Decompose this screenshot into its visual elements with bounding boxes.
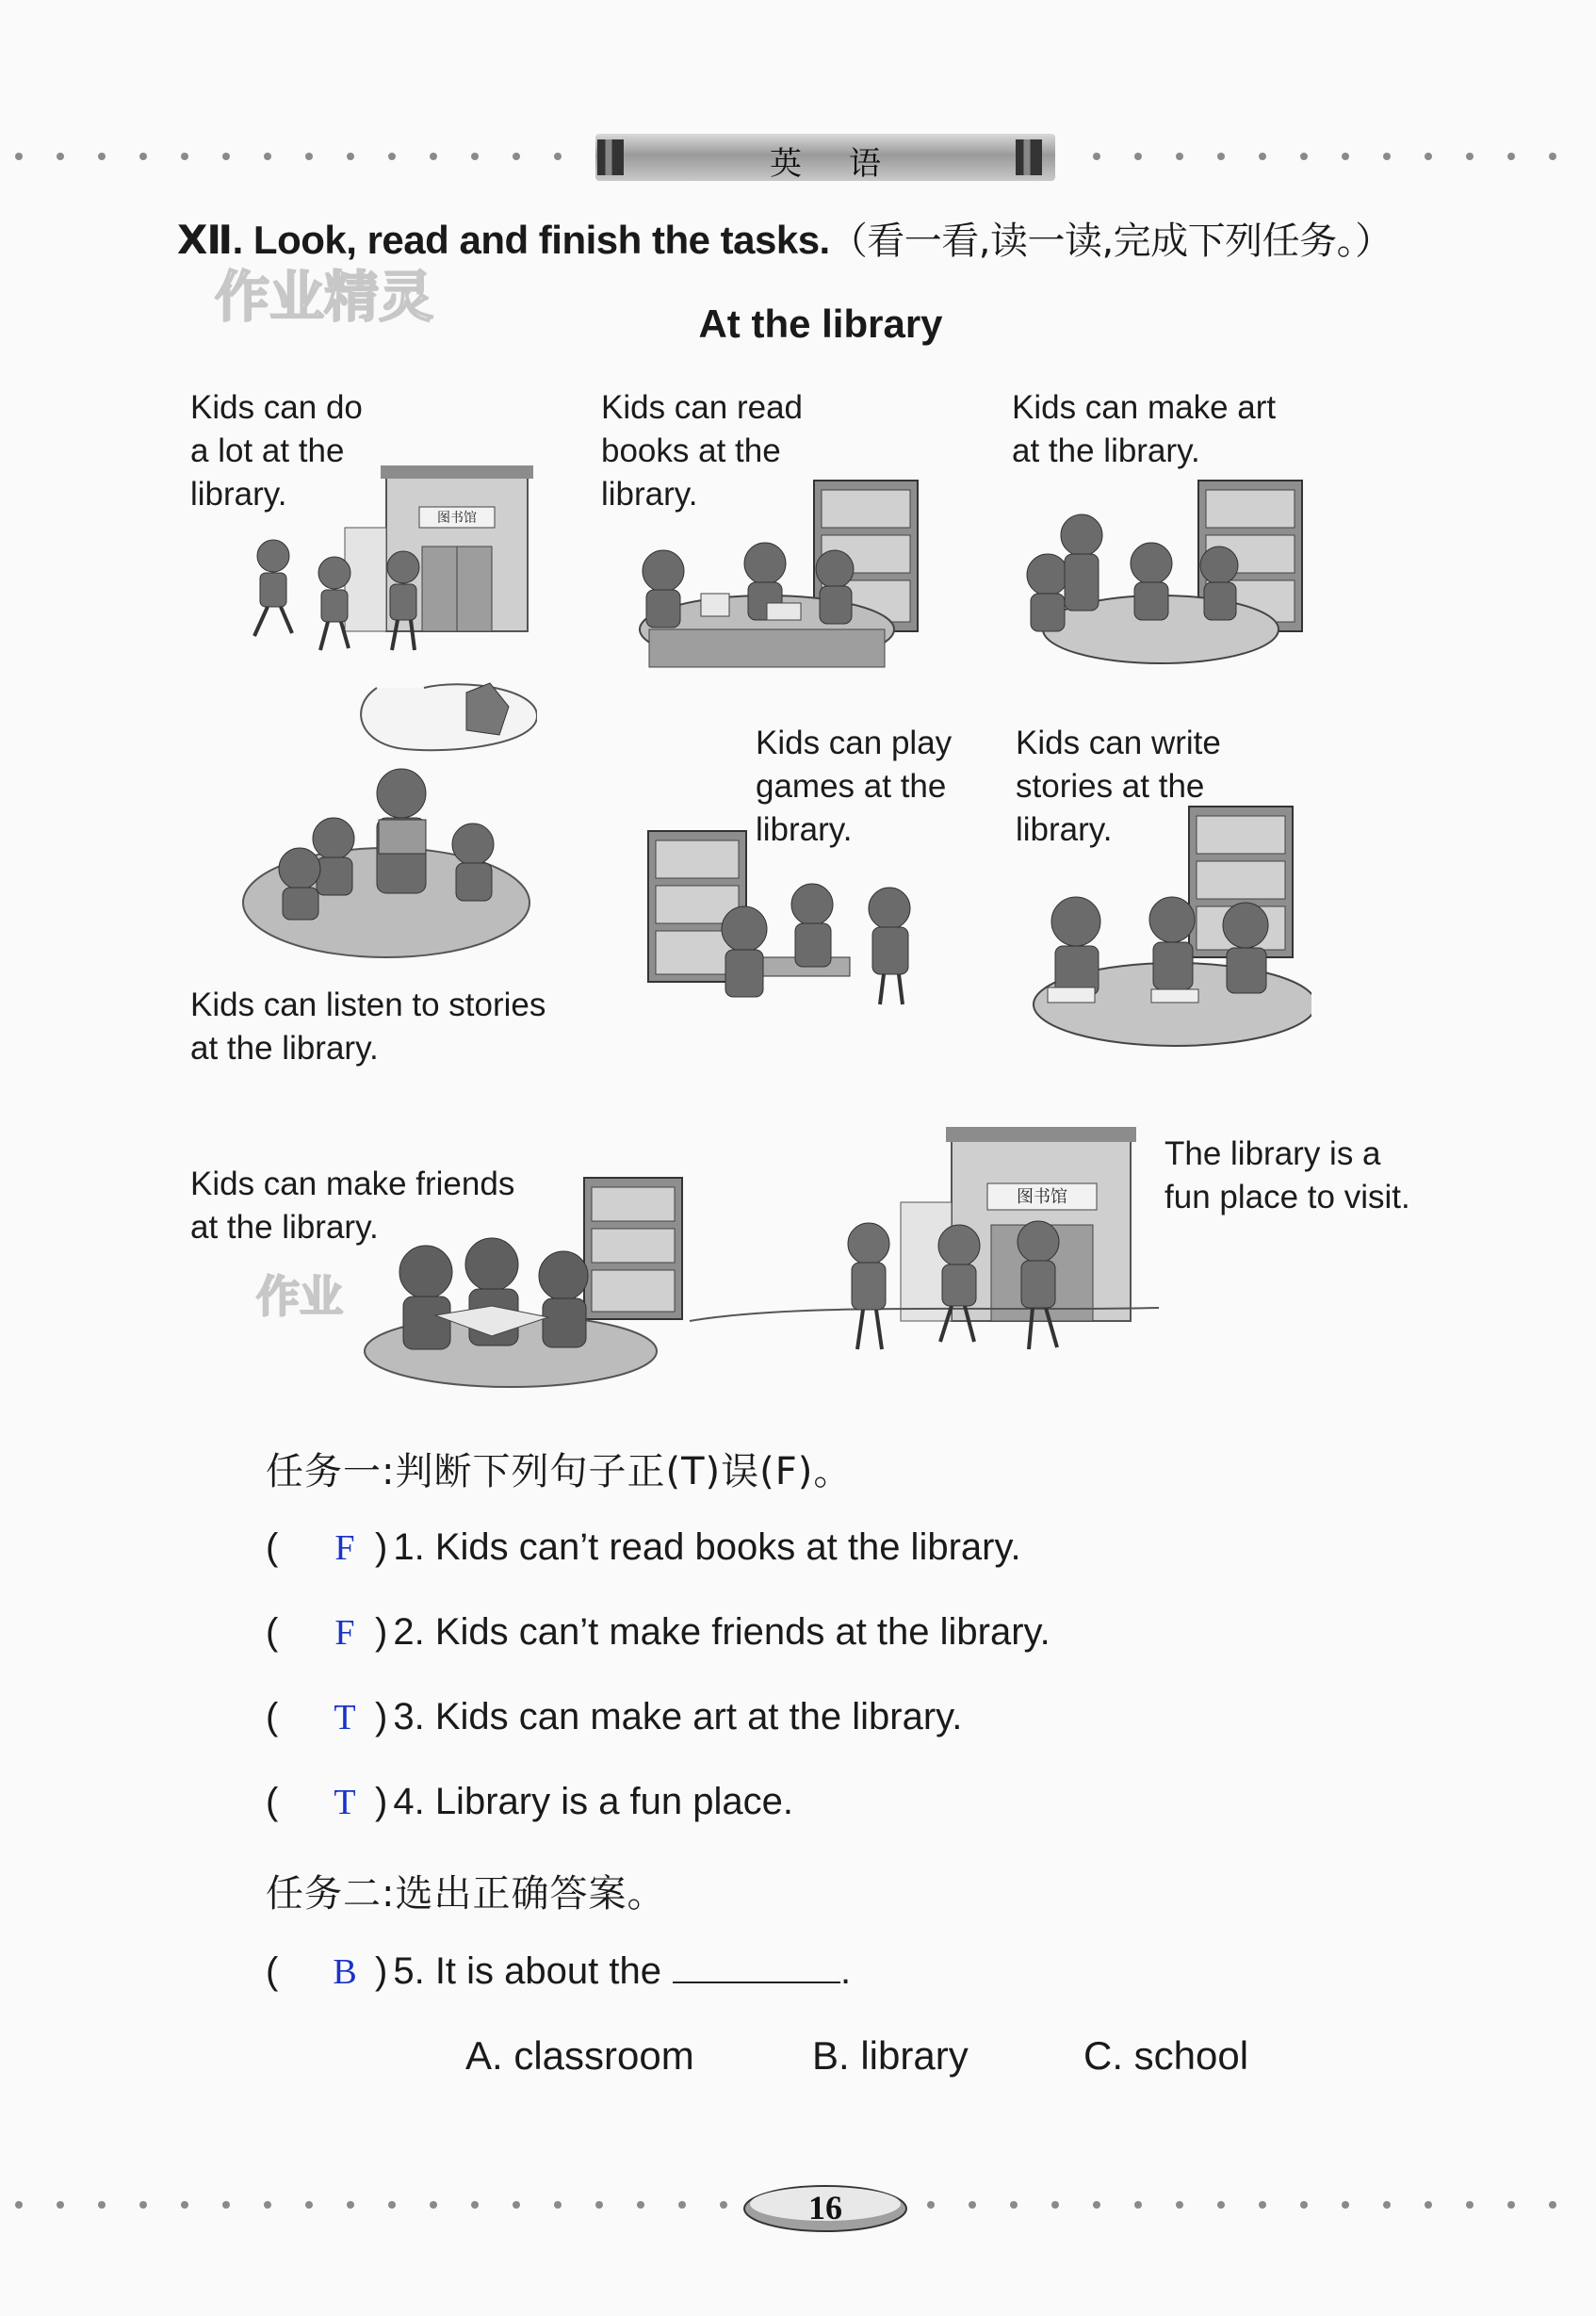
option-a: A. classroom (465, 2033, 694, 2078)
caption-listen-stories: Kids can listen to stories at the library. (190, 987, 546, 1067)
illustration-kids-reading (626, 471, 927, 678)
border-dot (1383, 2201, 1391, 2209)
question-1-number: 1. (393, 1526, 425, 1568)
caption-write-stories: Kids can write stories at the library. (1016, 725, 1221, 848)
question-5-number: 5. (393, 1950, 425, 1992)
illustration-kids-writing-stories (1010, 803, 1311, 1048)
border-dot (222, 153, 230, 160)
option-c: C. school (1083, 2033, 1249, 2078)
answer-4: T (334, 1783, 356, 1822)
caption-make-art: Kids can make art at the library. (1012, 389, 1277, 469)
border-dot (222, 2201, 230, 2209)
border-dot (471, 2201, 479, 2209)
question-4: ( T ) 4. Library is a fun place. (266, 1781, 794, 1822)
page-number-badge (742, 2180, 908, 2233)
question-5: ( B ) 5. It is about the . (266, 1950, 852, 1992)
question-2-number: 2. (393, 1611, 425, 1653)
border-dot (388, 153, 396, 160)
border-dot (678, 2201, 686, 2209)
border-dot (1259, 2201, 1266, 2209)
border-dot (637, 2201, 644, 2209)
border-dot (1093, 153, 1100, 160)
subject-title: 英语 (770, 145, 928, 183)
border-dot (554, 2201, 562, 2209)
border-dot (1300, 2201, 1308, 2209)
border-dot (139, 153, 147, 160)
passage-title: At the library (698, 302, 943, 346)
border-dot (513, 153, 520, 160)
subject-banner (595, 134, 1055, 181)
section-heading-en: Ⅻ. Look, read and finish the tasks. (177, 218, 830, 262)
caption-play-games: Kids can play games at the library. (756, 725, 953, 848)
watermark-middle: 作业 (256, 1271, 343, 1322)
option-b: B. library (812, 2033, 969, 2078)
border-dot (347, 2201, 354, 2209)
border-dot (513, 2201, 520, 2209)
border-dot (1010, 2201, 1018, 2209)
border-dot (181, 153, 188, 160)
illustration-kids-listening-stories (236, 678, 537, 961)
border-dot (1425, 2201, 1432, 2209)
border-dot (181, 2201, 188, 2209)
library-sign-text: 图书馆 (437, 511, 477, 526)
answer-1: F (334, 1528, 355, 1568)
section-heading-cn: （看一看,读一读,完成下列任务。） (829, 220, 1392, 263)
border-dot (1134, 2201, 1142, 2209)
question-3: ( T ) 3. Kids can make art at the library. (266, 1696, 963, 1737)
border-dot (15, 153, 23, 160)
border-dot (1051, 2201, 1059, 2209)
illustration-kids-making-friends (360, 1174, 690, 1391)
border-dot (1507, 153, 1515, 160)
border-dot (139, 2201, 147, 2209)
border-dot (969, 2201, 976, 2209)
page-number: 16 (808, 2189, 842, 2226)
caption-do-a-lot: Kids can do a lot at the library. (190, 389, 363, 513)
watermark-top: 作业精灵 (215, 265, 434, 329)
border-dot (1342, 153, 1349, 160)
illustration-library-fun-place (688, 1123, 1159, 1378)
border-dot (1217, 2201, 1225, 2209)
illustration-kids-going-to-library (226, 462, 537, 669)
border-dot (1466, 2201, 1474, 2209)
border-dot (98, 2201, 106, 2209)
border-dot (1549, 2201, 1556, 2209)
banner-right-ornament (1016, 139, 1042, 175)
question-5-text: It is about the (434, 1950, 661, 1992)
question-4-number: 4. (393, 1781, 425, 1822)
illustration-kids-playing-games (643, 825, 944, 1033)
border-dot (471, 153, 479, 160)
caption-fun-place: The library is a fun place to visit. (1164, 1135, 1410, 1215)
border-dot (98, 153, 106, 160)
border-dot (388, 2201, 396, 2209)
border-dot (554, 153, 562, 160)
border-dot (1300, 153, 1308, 160)
answer-3: T (334, 1698, 356, 1737)
caption-read-books: Kids can read books at the library. (601, 389, 804, 513)
border-dot (264, 153, 271, 160)
question-1-text: Kids can’t read books at the library. (434, 1526, 1021, 1568)
question-2-text: Kids can’t make friends at the library. (434, 1611, 1050, 1653)
border-dot (57, 153, 64, 160)
border-dot (15, 2201, 23, 2209)
question-4-text: Library is a fun place. (434, 1781, 794, 1822)
border-dot (264, 2201, 271, 2209)
border-dot (430, 2201, 437, 2209)
border-dot (57, 2201, 64, 2209)
border-dot (927, 2201, 935, 2209)
border-dot (305, 153, 313, 160)
task1-title: 任务一:判断下列句子正(T)误(F)。 (266, 1450, 853, 1493)
question-5-end: . (839, 1950, 852, 1992)
border-dot (1383, 153, 1391, 160)
answer-blank (673, 1953, 840, 1983)
border-dot (1507, 2201, 1515, 2209)
border-dot (1259, 153, 1266, 160)
border-dot (720, 2201, 727, 2209)
task2-title: 任务二:选出正确答案。 (266, 1872, 666, 1916)
illustration-kids-making-art (1019, 471, 1311, 678)
answer-2: F (334, 1613, 355, 1653)
border-dot (347, 153, 354, 160)
library-sign-text-2: 图书馆 (1017, 1187, 1067, 1207)
caption-make-friends: Kids can make friends at the library. (190, 1166, 515, 1246)
border-dot (1093, 2201, 1100, 2209)
border-dot (1549, 153, 1556, 160)
border-dot (1466, 153, 1474, 160)
question-1: ( F ) 1. Kids can’t read books at the library. (266, 1526, 1021, 1568)
answer-5: B (333, 1952, 357, 1992)
border-dot (1176, 2201, 1183, 2209)
border-dot (1217, 153, 1225, 160)
border-dot (1134, 153, 1142, 160)
border-dot (595, 2201, 603, 2209)
border-dot (430, 153, 437, 160)
border-dot (305, 2201, 313, 2209)
border-dot (1176, 153, 1183, 160)
question-3-text: Kids can make art at the library. (434, 1696, 963, 1737)
question-3-number: 3. (393, 1696, 425, 1737)
border-dot (1425, 153, 1432, 160)
border-dot (1342, 2201, 1349, 2209)
question-2: ( F ) 2. Kids can’t make friends at the library. (266, 1611, 1050, 1653)
